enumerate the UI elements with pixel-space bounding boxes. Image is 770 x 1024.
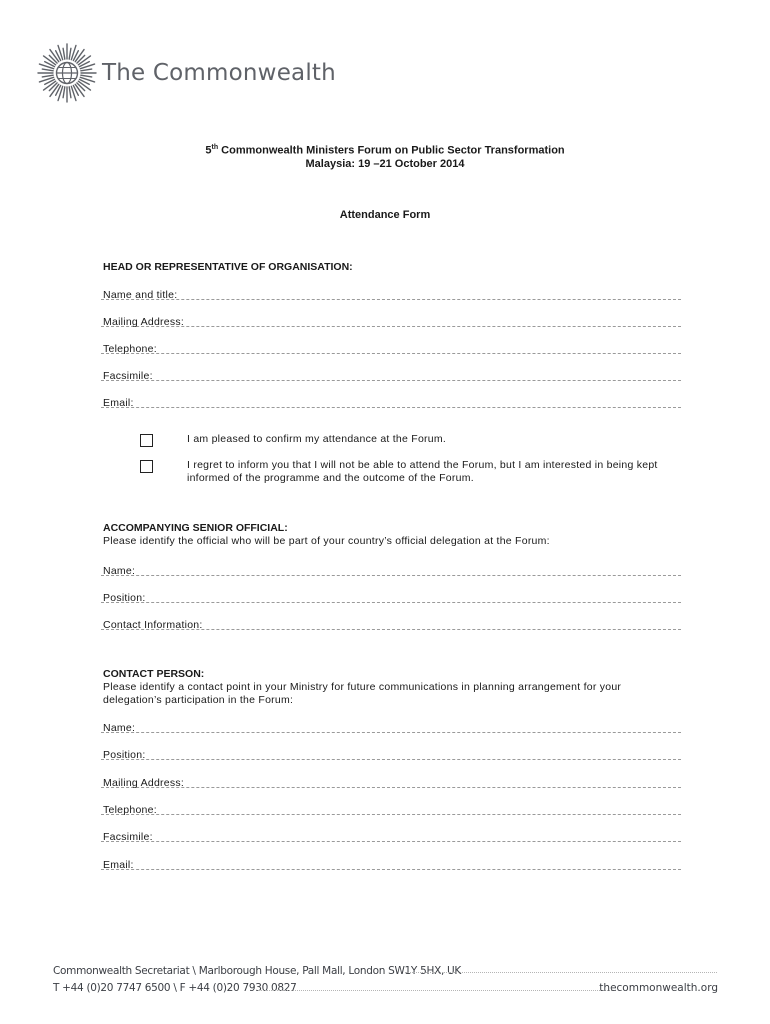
field-label: Position:: [103, 592, 146, 604]
section-heading-contact: CONTACT PERSON:: [103, 668, 205, 680]
decline-option: [140, 459, 660, 485]
field-label: Email:: [103, 397, 134, 409]
field-label: Name and title:: [103, 289, 178, 301]
field-label: Position:: [103, 749, 146, 761]
field-label: Mailing Address:: [103, 777, 185, 789]
contact-mailing-field[interactable]: [101, 773, 681, 788]
contact-name-field[interactable]: [101, 718, 681, 733]
footer-phones: T +44 (0)20 7747 6500 \ F +44 (0)20 7930 0827: [53, 982, 297, 994]
form-title: Attendance Form: [339, 209, 431, 221]
official-position-field[interactable]: [101, 588, 681, 603]
field-label: Name:: [103, 722, 136, 734]
facsimile-field[interactable]: [101, 366, 681, 381]
field-label: Facsimile:: [103, 831, 153, 843]
telephone-field[interactable]: [101, 339, 681, 354]
field-label: Telephone:: [103, 804, 157, 816]
attend-option: [140, 433, 660, 447]
commonwealth-logo: [36, 42, 336, 104]
field-label: Telephone:: [103, 343, 157, 355]
event-subtitle: Malaysia: 19 –21 October 2014: [305, 158, 465, 170]
section-heading-head: HEAD OR REPRESENTATIVE OF ORGANISATION:: [103, 261, 353, 273]
attend-option-label: I am pleased to confirm my attendance at the Forum.: [187, 433, 447, 445]
official-contact-field[interactable]: [101, 615, 681, 630]
mailing-address-field[interactable]: [101, 312, 681, 327]
decline-checkbox[interactable]: [140, 460, 153, 473]
footer-website-link[interactable]: thecommonwealth.org: [599, 982, 718, 994]
contact-facsimile-field[interactable]: [101, 827, 681, 842]
contact-position-field[interactable]: [101, 745, 681, 760]
event-title: 5th Commonwealth Ministers Forum on Public Sector Transformation: [205, 144, 565, 157]
org-name: The Commonwealth: [102, 60, 336, 86]
attend-checkbox[interactable]: [140, 434, 153, 447]
contact-email-field[interactable]: [101, 855, 681, 870]
contact-telephone-field[interactable]: [101, 800, 681, 815]
official-name-field[interactable]: [101, 561, 681, 576]
field-label: Mailing Address:: [103, 316, 185, 328]
field-label: Contact Information:: [103, 619, 203, 631]
field-label: Name:: [103, 565, 136, 577]
commonwealth-globe-icon: [36, 42, 98, 104]
footer-divider: [258, 990, 616, 991]
footer-divider: [405, 972, 717, 973]
decline-option-label: I regret to inform you that I will not be able to attend the Forum, but I am interested in being kept informed of the programme and the outcome of the Forum.: [187, 459, 658, 484]
contact-instruction: Please identify a contact point in your Ministry for future communications in planning arrangement for your delegation’s participation in the Forum:: [103, 681, 622, 706]
footer-address: Commonwealth Secretariat \ Marlborough House, Pall Mall, London SW1Y 5HX, UK: [53, 965, 462, 977]
section-heading-official: ACCOMPANYING SENIOR OFFICIAL:: [103, 522, 288, 534]
official-instruction: Please identify the official who will be part of your country’s official delegation at the Forum:: [103, 535, 550, 547]
field-label: Facsimile:: [103, 370, 153, 382]
name-title-field[interactable]: [101, 285, 681, 300]
field-label: Email:: [103, 859, 134, 871]
email-field[interactable]: [101, 393, 681, 408]
